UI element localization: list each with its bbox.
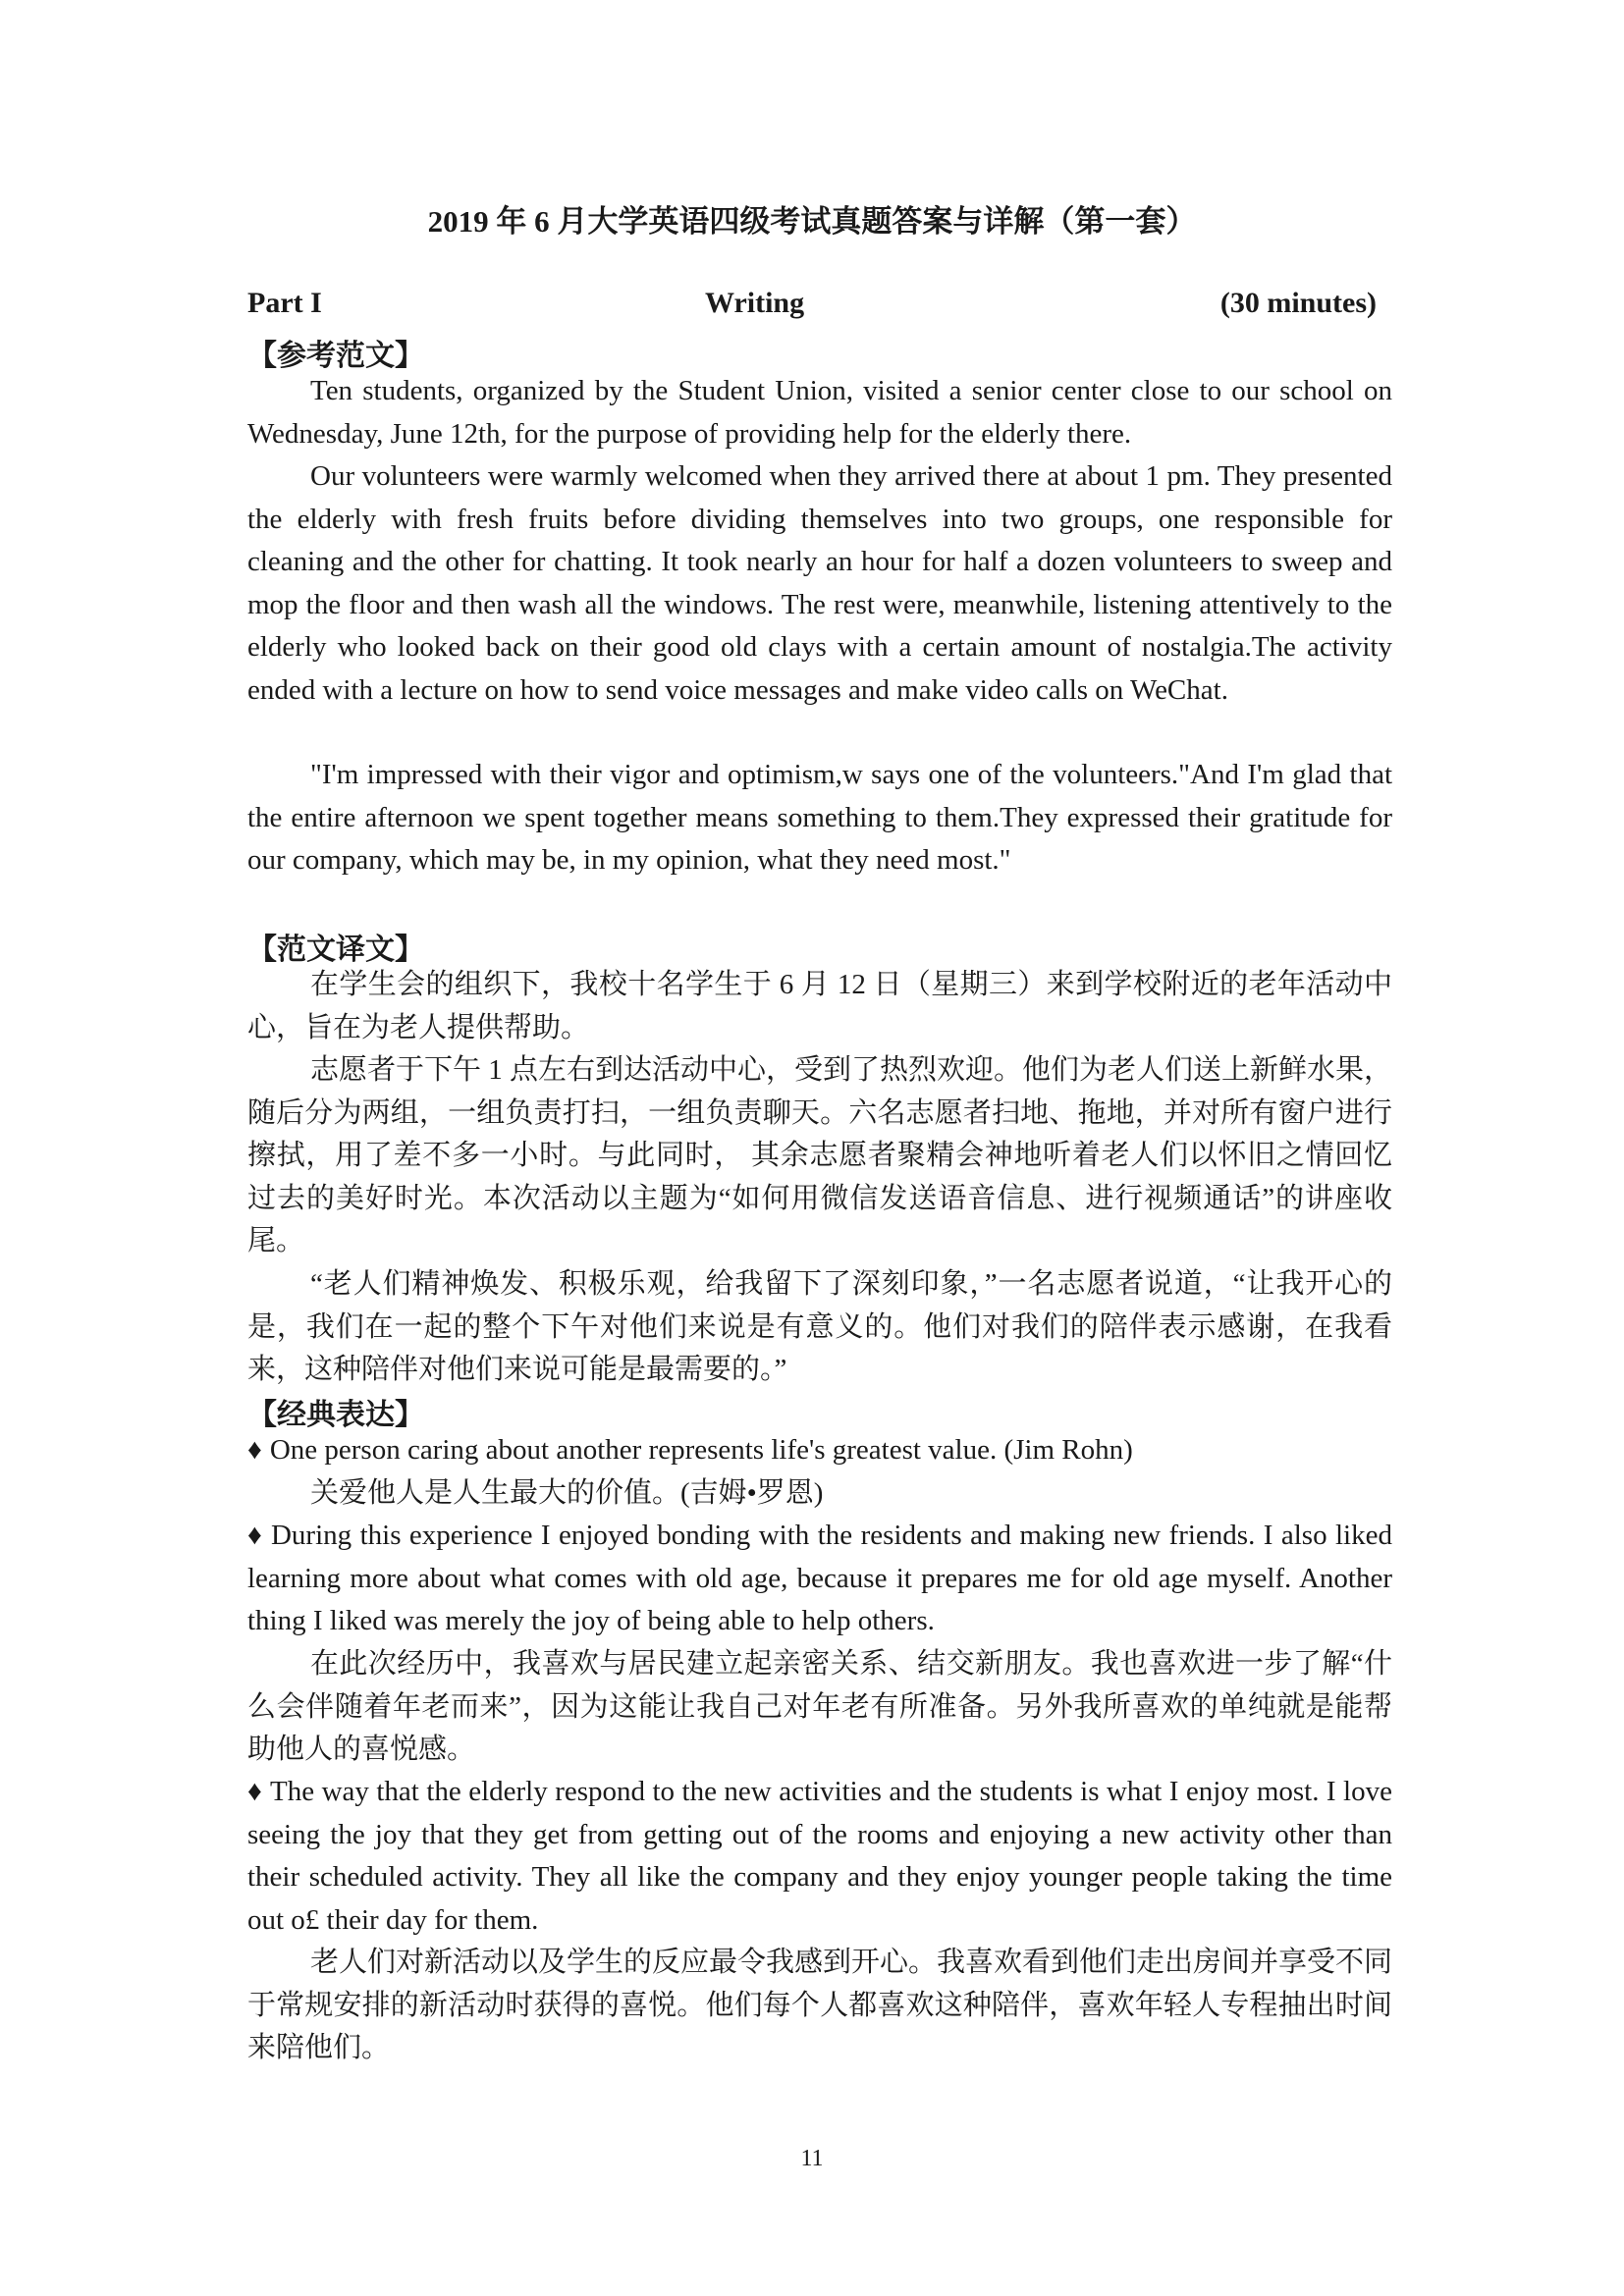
translation-heading: 【范文译文】 [247, 934, 424, 966]
page-number: 11 [800, 2146, 824, 2171]
part-time: (30 minutes) [1219, 287, 1377, 319]
essay-paragraph-3: "I'm impressed with their vigor and optimism,w says one of the volunteers."And I'm glad that the entire afternoon we spent together means something to them.They expressed their gratitude for our company, which may be, in my opinion, what they need most." [247, 759, 1392, 876]
expression-2-english [247, 1515, 1392, 1643]
translation-paragraph-2: 志愿者于下午 1 点左右到达活动中心，受到了热烈欢迎。他们为老人们送上新鲜水果，随后分为两组，一组负责打扫，一组负责聊天。六名志愿者扫地、拖地，并对所有窗户进行擦拭，用了差不多一小时。与此同时， 其余志愿者聚精会神地听着老人们以怀旧之情回忆过去的美好时光。本次活动以主题为“如何用微信发送语音信息、进行视频通话”的讲座收尾。 [247, 1054, 1393, 1256]
sample-essay-heading: 【参考范文】 [247, 340, 424, 372]
expression-2-text: During this experience I enjoyed bonding with the residents and making new friends. I also liked learning more about what comes with old age, because it prepares me for old age myself. Another thing I liked was merely the joy of being able to help others. [247, 1520, 1392, 1636]
expression-1-text: One person caring about another represents life's greatest value. (Jim Rohn) [269, 1434, 1133, 1466]
essay-paragraph-1: Ten students, organized by the Student Union, visited a senior center close to our school on Wednesday, June 12th, for the purpose of providing help for the elderly there. [247, 375, 1392, 450]
bullet-icon: ♦ [247, 1776, 263, 1807]
part-header [247, 287, 1377, 326]
bullet-icon: ♦ [247, 1434, 262, 1466]
translation-paragraph-1: 在学生会的组织下，我校十名学生于 6 月 12 日（星期三）来到学校附近的老年活动中心，旨在为老人提供帮助。 [247, 969, 1392, 1043]
expression-3-english [247, 1771, 1392, 1942]
classic-expressions-heading: 【经典表达】 [247, 1399, 424, 1431]
part-label: Part I [247, 287, 322, 319]
bullet-icon: ♦ [247, 1520, 263, 1551]
page-title: 2019 年 6 月大学英语四级考试真题答案与详解（第一套） [427, 204, 1197, 239]
expression-2-chinese: 在此次经历中，我喜欢与居民建立起亲密关系、结交新朋友。我也喜欢进一步了解“什么会伴随着年老而来”，因为这能让我自己对年老有所准备。另外我所喜欢的单纯就是能帮助他人的喜悦感。 [247, 1648, 1392, 1765]
part-name: Writing [705, 287, 805, 319]
essay-paragraph-2: Our volunteers were warmly welcomed when they arrived there at about 1 pm. They presented the elderly with fresh fruits before dividing themselves into two groups, one responsible for cleaning and the other for chatting. It took nearly an hour for half a dozen volunteers to sweep and mop the floor and then wash all the windows. The rest were, meanwhile, listening attentively to the elderly who looked back on their good old clays with a certain amount of nostalgia.The activity ended with a lecture on how to send voice messages and make video calls on WeChat. [247, 460, 1392, 706]
translation-paragraph-3: “老人们精神焕发、积极乐观，给我留下了深刻印象，”一名志愿者说道，“让我开心的是，我们在一起的整个下午对他们来说是有意义的。他们对我们的陪伴表示感谢，在我看来，这种陪伴对他们来说可能是最需要的。” [247, 1268, 1392, 1385]
expression-3-chinese: 老人们对新活动以及学生的反应最令我感到开心。我喜欢看到他们走出房间并享受不同于常规安排的新活动时获得的喜悦。他们每个人都喜欢这种陪伴，喜欢年轻人专程抽出时间来陪他们。 [247, 1947, 1393, 2063]
expression-1-english [247, 1429, 1392, 1472]
expression-1-chinese: 关爱他人是人生最大的价值。(吉姆•罗恩) [310, 1477, 824, 1509]
expression-3-text: The way that the elderly respond to the new activities and the students is what I enjoy most. I love seeing the joy that they get from getting out of the rooms and enjoying a new activity other than their scheduled activity. They all like the company and they enjoy younger people taking the time out o£ their day for them. [247, 1776, 1392, 1936]
